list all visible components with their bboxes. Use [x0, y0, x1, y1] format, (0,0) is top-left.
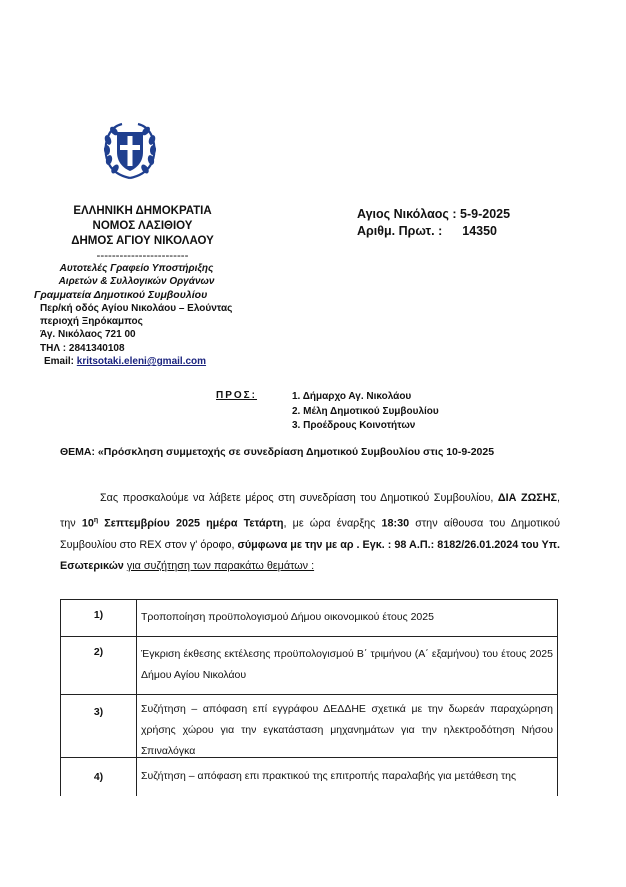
email-line	[34, 355, 264, 368]
meeting-day-num: 10	[81, 517, 94, 530]
email-link[interactable]: kritsotaki.eleni@gmail.com	[76, 356, 207, 368]
agenda-number: 4)	[61, 758, 137, 797]
recipients-label: ΠΡΟΣ:	[216, 390, 258, 401]
meeting-day-sup: η	[93, 516, 99, 524]
agenda-number: 3)	[61, 695, 137, 758]
office-name-line-1: Αυτοτελές Γραφείο Υποστήριξης	[59, 263, 214, 274]
issuer-header	[40, 204, 245, 264]
recipient-item: 1. Δήμαρχο Αγ. Νικολάου	[292, 391, 412, 402]
office-block	[34, 262, 264, 368]
agenda-number: 1)	[61, 600, 137, 637]
email-label: Email:	[44, 356, 75, 368]
agenda-text-clip: Συζήτηση – απόφαση επί εγγράφου ΔΕΔΔΗΕ σχετικά με την δωρεάν παραχώρηση χρήσης χώρου για την εγκατάσταση μηχανημάτων για την ηλεκτροδότηση Νήσου Σπιναλόγκα	[141, 703, 553, 757]
phone-line: ΤΗΛ : 2841340108	[40, 342, 125, 354]
agenda-text	[137, 695, 558, 758]
meeting-time: 18:30	[381, 517, 410, 530]
body-text-4: στην αίθουσα του Δημοτικού Συμβουλίου στο REX στον γ' όροφο,	[60, 517, 560, 551]
greek-emblem-icon	[100, 118, 160, 182]
document-meta	[357, 206, 510, 240]
agenda-text: Τροποποίηση προϋπολογισμού Δήμου οικονομικού έτους 2025	[137, 600, 558, 637]
meeting-date: Σεπτεμβρίου 2025 ημέρα Τετάρτη	[98, 517, 284, 530]
agenda-text: Έγκριση έκθεσης εκτέλεσης προϋπολογισμού Β΄ τριμήνου (Α΄ εξαμήνου) του έτους 2025 Δήμου Αγίου Νικολάου	[137, 637, 558, 695]
table-row	[61, 758, 558, 797]
recipient-item: 3. Προέδρους Κοινοτήτων	[292, 420, 416, 431]
body-text-1: Σας προσκαλούμε να λάβετε μέρος στη συνεδρίαση του Δημοτικού Συμβουλίου,	[100, 492, 498, 504]
prefecture-name: ΝΟΜΟΣ ΛΑΣΙΘΙΟΥ	[92, 220, 193, 232]
legal-reference: σύμφωνα με την με αρ . Εγκ. : 98 Α.Π.: 8182/26.01.2024 του Υπ. Εσωτερικών	[60, 538, 560, 573]
agenda-table	[60, 599, 558, 796]
separator-line: ------------------------	[96, 250, 189, 262]
meeting-mode: ΔΙΑ ΖΩΣΗΣ	[497, 492, 557, 504]
agenda-intro: για συζήτηση των παρακάτω θεμάτων :	[126, 560, 315, 573]
protocol-number: 14350	[462, 224, 498, 238]
body-text-3: , με ώρα έναρξης	[283, 517, 382, 530]
address-line-3: Άγ. Νικόλαος 721 00	[40, 329, 136, 341]
table-row	[61, 695, 558, 758]
municipality-name: ΔΗΜΟΣ ΑΓΙΟΥ ΝΙΚΟΛΑΟΥ	[71, 235, 214, 247]
table-row	[61, 600, 558, 637]
address-line-2: περιοχή Ξηρόκαμπος	[40, 316, 143, 328]
office-name-line-2: Αιρετών & Συλλογικών Οργάνων	[58, 276, 215, 288]
recipients-list	[292, 390, 439, 434]
address-line-1: Περ/κή οδός Αγίου Νικολάου – Ελούντας	[40, 302, 233, 314]
agenda-text: Συζήτηση – απόφαση επι πρακτικού της επιτροπής παραλαβής για μετάθεση της	[137, 758, 558, 797]
protocol-line	[357, 223, 510, 240]
subject-line: ΘΕΜΑ: «Πρόσκληση συμμετοχής σε συνεδρίαση Δημοτικού Συμβουλίου στις 10-9-2025	[60, 446, 495, 458]
date-line: Αγιος Νικόλαος : 5-9-2025	[357, 207, 511, 221]
body-text-2: , την	[60, 492, 560, 530]
secretariat-name: Γραμματεία Δημοτικού Συμβουλίου	[34, 288, 208, 301]
recipient-item: 2. Μέλη Δημοτικού Συμβουλίου	[292, 405, 439, 417]
country-name: ΕΛΛΗΝΙΚΗ ΔΗΜΟΚΡΑΤΙΑ	[73, 205, 212, 217]
agenda-number: 2)	[61, 637, 137, 695]
table-row	[61, 637, 558, 695]
body-paragraph	[60, 488, 560, 578]
protocol-label: Αριθμ. Πρωτ. :	[357, 224, 443, 238]
